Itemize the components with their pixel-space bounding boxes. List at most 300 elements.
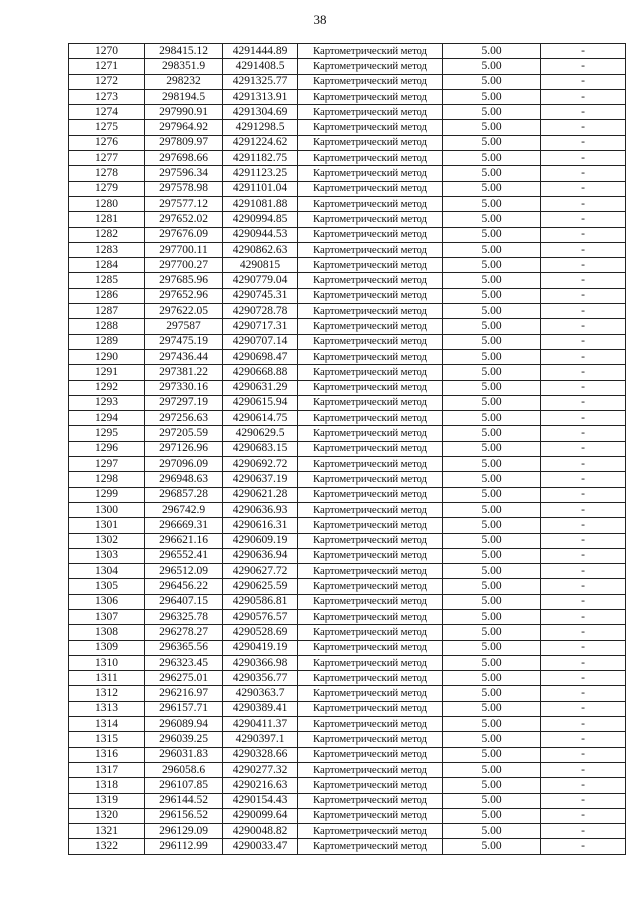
y-coordinate-cell: 4290616.31 bbox=[223, 518, 298, 533]
y-coordinate-cell: 4290625.59 bbox=[223, 579, 298, 594]
x-coordinate-cell: 297475.19 bbox=[145, 334, 223, 349]
x-coordinate-cell: 297596.34 bbox=[145, 166, 223, 181]
method-cell: Картометрический метод bbox=[298, 824, 443, 839]
x-coordinate-cell: 296157.71 bbox=[145, 701, 223, 716]
x-coordinate-cell: 296129.09 bbox=[145, 824, 223, 839]
note-cell: - bbox=[541, 717, 626, 732]
y-coordinate-cell: 4290216.63 bbox=[223, 778, 298, 793]
table-row bbox=[69, 472, 626, 487]
point-number-cell: 1321 bbox=[69, 824, 145, 839]
point-number-cell: 1293 bbox=[69, 395, 145, 410]
y-coordinate-cell: 4290033.47 bbox=[223, 839, 298, 854]
y-coordinate-cell: 4290815 bbox=[223, 258, 298, 273]
table-row bbox=[69, 457, 626, 472]
y-coordinate-cell: 4290668.88 bbox=[223, 365, 298, 380]
table-row bbox=[69, 564, 626, 579]
table-row bbox=[69, 349, 626, 364]
note-cell: - bbox=[541, 227, 626, 242]
table-row bbox=[69, 594, 626, 609]
x-coordinate-cell: 297698.66 bbox=[145, 151, 223, 166]
point-number-cell: 1305 bbox=[69, 579, 145, 594]
method-cell: Картометрический метод bbox=[298, 778, 443, 793]
method-cell: Картометрический метод bbox=[298, 701, 443, 716]
method-cell: Картометрический метод bbox=[298, 288, 443, 303]
point-number-cell: 1273 bbox=[69, 89, 145, 104]
point-number-cell: 1287 bbox=[69, 304, 145, 319]
x-coordinate-cell: 296031.83 bbox=[145, 747, 223, 762]
table-row bbox=[69, 686, 626, 701]
y-coordinate-cell: 4290528.69 bbox=[223, 625, 298, 640]
point-number-cell: 1289 bbox=[69, 334, 145, 349]
y-coordinate-cell: 4290862.63 bbox=[223, 242, 298, 257]
y-coordinate-cell: 4290614.75 bbox=[223, 411, 298, 426]
method-cell: Картометрический метод bbox=[298, 151, 443, 166]
note-cell: - bbox=[541, 518, 626, 533]
accuracy-cell: 5.00 bbox=[443, 793, 541, 808]
point-number-cell: 1295 bbox=[69, 426, 145, 441]
table-row bbox=[69, 319, 626, 334]
accuracy-cell: 5.00 bbox=[443, 533, 541, 548]
x-coordinate-cell: 297622.05 bbox=[145, 304, 223, 319]
method-cell: Картометрический метод bbox=[298, 686, 443, 701]
method-cell: Картометрический метод bbox=[298, 655, 443, 670]
method-cell: Картометрический метод bbox=[298, 181, 443, 196]
x-coordinate-cell: 297381.22 bbox=[145, 365, 223, 380]
point-number-cell: 1284 bbox=[69, 258, 145, 273]
y-coordinate-cell: 4290366.98 bbox=[223, 655, 298, 670]
y-coordinate-cell: 4290728.78 bbox=[223, 304, 298, 319]
y-coordinate-cell: 4290576.57 bbox=[223, 609, 298, 624]
y-coordinate-cell: 4290277.32 bbox=[223, 762, 298, 777]
y-coordinate-cell: 4291081.88 bbox=[223, 196, 298, 211]
note-cell: - bbox=[541, 44, 626, 59]
y-coordinate-cell: 4290636.93 bbox=[223, 502, 298, 517]
note-cell: - bbox=[541, 411, 626, 426]
table-row bbox=[69, 59, 626, 74]
table-row bbox=[69, 105, 626, 120]
note-cell: - bbox=[541, 686, 626, 701]
method-cell: Картометрический метод bbox=[298, 533, 443, 548]
note-cell: - bbox=[541, 640, 626, 655]
table-row bbox=[69, 655, 626, 670]
point-number-cell: 1299 bbox=[69, 487, 145, 502]
x-coordinate-cell: 296621.16 bbox=[145, 533, 223, 548]
table-row bbox=[69, 89, 626, 104]
y-coordinate-cell: 4290099.64 bbox=[223, 808, 298, 823]
x-coordinate-cell: 296456.22 bbox=[145, 579, 223, 594]
note-cell: - bbox=[541, 625, 626, 640]
table-row bbox=[69, 44, 626, 59]
accuracy-cell: 5.00 bbox=[443, 334, 541, 349]
y-coordinate-cell: 4290389.41 bbox=[223, 701, 298, 716]
accuracy-cell: 5.00 bbox=[443, 411, 541, 426]
method-cell: Картометрический метод bbox=[298, 732, 443, 747]
point-number-cell: 1297 bbox=[69, 457, 145, 472]
accuracy-cell: 5.00 bbox=[443, 564, 541, 579]
y-coordinate-cell: 4290629.5 bbox=[223, 426, 298, 441]
accuracy-cell: 5.00 bbox=[443, 227, 541, 242]
method-cell: Картометрический метод bbox=[298, 839, 443, 854]
accuracy-cell: 5.00 bbox=[443, 395, 541, 410]
x-coordinate-cell: 296407.15 bbox=[145, 594, 223, 609]
accuracy-cell: 5.00 bbox=[443, 502, 541, 517]
x-coordinate-cell: 297652.02 bbox=[145, 212, 223, 227]
x-coordinate-cell: 297578.98 bbox=[145, 181, 223, 196]
accuracy-cell: 5.00 bbox=[443, 135, 541, 150]
point-number-cell: 1286 bbox=[69, 288, 145, 303]
point-number-cell: 1296 bbox=[69, 441, 145, 456]
accuracy-cell: 5.00 bbox=[443, 609, 541, 624]
x-coordinate-cell: 296323.45 bbox=[145, 655, 223, 670]
y-coordinate-cell: 4290779.04 bbox=[223, 273, 298, 288]
table-row bbox=[69, 258, 626, 273]
table-row bbox=[69, 426, 626, 441]
x-coordinate-cell: 297809.97 bbox=[145, 135, 223, 150]
accuracy-cell: 5.00 bbox=[443, 839, 541, 854]
y-coordinate-cell: 4290411.37 bbox=[223, 717, 298, 732]
accuracy-cell: 5.00 bbox=[443, 151, 541, 166]
x-coordinate-cell: 296089.94 bbox=[145, 717, 223, 732]
method-cell: Картометрический метод bbox=[298, 120, 443, 135]
method-cell: Картометрический метод bbox=[298, 793, 443, 808]
x-coordinate-cell: 296156.52 bbox=[145, 808, 223, 823]
note-cell: - bbox=[541, 242, 626, 257]
method-cell: Картометрический метод bbox=[298, 426, 443, 441]
method-cell: Картометрический метод bbox=[298, 640, 443, 655]
point-number-cell: 1270 bbox=[69, 44, 145, 59]
x-coordinate-cell: 296365.56 bbox=[145, 640, 223, 655]
y-coordinate-cell: 4290154.43 bbox=[223, 793, 298, 808]
x-coordinate-cell: 298194.5 bbox=[145, 89, 223, 104]
note-cell: - bbox=[541, 579, 626, 594]
accuracy-cell: 5.00 bbox=[443, 426, 541, 441]
point-number-cell: 1315 bbox=[69, 732, 145, 747]
method-cell: Картометрический метод bbox=[298, 762, 443, 777]
y-coordinate-cell: 4290698.47 bbox=[223, 349, 298, 364]
x-coordinate-cell: 297577.12 bbox=[145, 196, 223, 211]
x-coordinate-cell: 297964.92 bbox=[145, 120, 223, 135]
y-coordinate-cell: 4290683.15 bbox=[223, 441, 298, 456]
method-cell: Картометрический метод bbox=[298, 717, 443, 732]
point-number-cell: 1276 bbox=[69, 135, 145, 150]
y-coordinate-cell: 4290745.31 bbox=[223, 288, 298, 303]
x-coordinate-cell: 297990.91 bbox=[145, 105, 223, 120]
method-cell: Картометрический метод bbox=[298, 227, 443, 242]
table-row bbox=[69, 747, 626, 762]
x-coordinate-cell: 296039.25 bbox=[145, 732, 223, 747]
note-cell: - bbox=[541, 105, 626, 120]
table-row bbox=[69, 166, 626, 181]
x-coordinate-cell: 296278.27 bbox=[145, 625, 223, 640]
table-row bbox=[69, 120, 626, 135]
table-row bbox=[69, 533, 626, 548]
point-number-cell: 1307 bbox=[69, 609, 145, 624]
method-cell: Картометрический метод bbox=[298, 44, 443, 59]
y-coordinate-cell: 4290707.14 bbox=[223, 334, 298, 349]
x-coordinate-cell: 296669.31 bbox=[145, 518, 223, 533]
point-number-cell: 1322 bbox=[69, 839, 145, 854]
point-number-cell: 1294 bbox=[69, 411, 145, 426]
method-cell: Картометрический метод bbox=[298, 334, 443, 349]
point-number-cell: 1292 bbox=[69, 380, 145, 395]
point-number-cell: 1283 bbox=[69, 242, 145, 257]
table-row bbox=[69, 227, 626, 242]
accuracy-cell: 5.00 bbox=[443, 640, 541, 655]
table-row bbox=[69, 824, 626, 839]
accuracy-cell: 5.00 bbox=[443, 273, 541, 288]
method-cell: Картометрический метод bbox=[298, 411, 443, 426]
x-coordinate-cell: 297676.09 bbox=[145, 227, 223, 242]
note-cell: - bbox=[541, 472, 626, 487]
note-cell: - bbox=[541, 135, 626, 150]
x-coordinate-cell: 296112.99 bbox=[145, 839, 223, 854]
x-coordinate-cell: 296512.09 bbox=[145, 564, 223, 579]
point-number-cell: 1314 bbox=[69, 717, 145, 732]
table-row bbox=[69, 135, 626, 150]
table-row bbox=[69, 411, 626, 426]
point-number-cell: 1317 bbox=[69, 762, 145, 777]
point-number-cell: 1318 bbox=[69, 778, 145, 793]
accuracy-cell: 5.00 bbox=[443, 671, 541, 686]
x-coordinate-cell: 297700.11 bbox=[145, 242, 223, 257]
x-coordinate-cell: 297126.96 bbox=[145, 441, 223, 456]
table-row bbox=[69, 74, 626, 89]
x-coordinate-cell: 297652.96 bbox=[145, 288, 223, 303]
point-number-cell: 1281 bbox=[69, 212, 145, 227]
accuracy-cell: 5.00 bbox=[443, 120, 541, 135]
table-row bbox=[69, 701, 626, 716]
accuracy-cell: 5.00 bbox=[443, 548, 541, 563]
table-row bbox=[69, 181, 626, 196]
method-cell: Картометрический метод bbox=[298, 747, 443, 762]
x-coordinate-cell: 296857.28 bbox=[145, 487, 223, 502]
y-coordinate-cell: 4290944.53 bbox=[223, 227, 298, 242]
method-cell: Картометрический метод bbox=[298, 564, 443, 579]
accuracy-cell: 5.00 bbox=[443, 242, 541, 257]
x-coordinate-cell: 297685.96 bbox=[145, 273, 223, 288]
x-coordinate-cell: 296325.78 bbox=[145, 609, 223, 624]
x-coordinate-cell: 296107.85 bbox=[145, 778, 223, 793]
note-cell: - bbox=[541, 380, 626, 395]
point-number-cell: 1304 bbox=[69, 564, 145, 579]
x-coordinate-cell: 296552.41 bbox=[145, 548, 223, 563]
note-cell: - bbox=[541, 273, 626, 288]
point-number-cell: 1320 bbox=[69, 808, 145, 823]
table-row bbox=[69, 502, 626, 517]
x-coordinate-cell: 296742.9 bbox=[145, 502, 223, 517]
method-cell: Картометрический метод bbox=[298, 365, 443, 380]
x-coordinate-cell: 297436.44 bbox=[145, 349, 223, 364]
note-cell: - bbox=[541, 747, 626, 762]
y-coordinate-cell: 4290328.66 bbox=[223, 747, 298, 762]
method-cell: Картометрический метод bbox=[298, 105, 443, 120]
note-cell: - bbox=[541, 594, 626, 609]
x-coordinate-cell: 297096.09 bbox=[145, 457, 223, 472]
y-coordinate-cell: 4290356.77 bbox=[223, 671, 298, 686]
y-coordinate-cell: 4291182.75 bbox=[223, 151, 298, 166]
note-cell: - bbox=[541, 778, 626, 793]
method-cell: Картометрический метод bbox=[298, 671, 443, 686]
method-cell: Картометрический метод bbox=[298, 349, 443, 364]
accuracy-cell: 5.00 bbox=[443, 472, 541, 487]
note-cell: - bbox=[541, 793, 626, 808]
coordinates-table-body bbox=[69, 44, 626, 855]
accuracy-cell: 5.00 bbox=[443, 655, 541, 670]
note-cell: - bbox=[541, 457, 626, 472]
method-cell: Картометрический метод bbox=[298, 380, 443, 395]
accuracy-cell: 5.00 bbox=[443, 304, 541, 319]
point-number-cell: 1277 bbox=[69, 151, 145, 166]
table-row bbox=[69, 778, 626, 793]
note-cell: - bbox=[541, 319, 626, 334]
note-cell: - bbox=[541, 181, 626, 196]
accuracy-cell: 5.00 bbox=[443, 518, 541, 533]
x-coordinate-cell: 298232 bbox=[145, 74, 223, 89]
y-coordinate-cell: 4291444.89 bbox=[223, 44, 298, 59]
page-number: 38 bbox=[313, 12, 327, 27]
method-cell: Картометрический метод bbox=[298, 502, 443, 517]
table-row bbox=[69, 793, 626, 808]
accuracy-cell: 5.00 bbox=[443, 44, 541, 59]
x-coordinate-cell: 296058.6 bbox=[145, 762, 223, 777]
note-cell: - bbox=[541, 365, 626, 380]
method-cell: Картометрический метод bbox=[298, 487, 443, 502]
accuracy-cell: 5.00 bbox=[443, 181, 541, 196]
point-number-cell: 1308 bbox=[69, 625, 145, 640]
accuracy-cell: 5.00 bbox=[443, 212, 541, 227]
method-cell: Картометрический метод bbox=[298, 74, 443, 89]
table-row bbox=[69, 518, 626, 533]
note-cell: - bbox=[541, 609, 626, 624]
accuracy-cell: 5.00 bbox=[443, 808, 541, 823]
point-number-cell: 1290 bbox=[69, 349, 145, 364]
table-row bbox=[69, 151, 626, 166]
accuracy-cell: 5.00 bbox=[443, 487, 541, 502]
table-row bbox=[69, 487, 626, 502]
accuracy-cell: 5.00 bbox=[443, 594, 541, 609]
y-coordinate-cell: 4291408.5 bbox=[223, 59, 298, 74]
accuracy-cell: 5.00 bbox=[443, 196, 541, 211]
x-coordinate-cell: 297205.59 bbox=[145, 426, 223, 441]
x-coordinate-cell: 296216.97 bbox=[145, 686, 223, 701]
point-number-cell: 1291 bbox=[69, 365, 145, 380]
accuracy-cell: 5.00 bbox=[443, 441, 541, 456]
y-coordinate-cell: 4291101.04 bbox=[223, 181, 298, 196]
note-cell: - bbox=[541, 502, 626, 517]
accuracy-cell: 5.00 bbox=[443, 380, 541, 395]
x-coordinate-cell: 297330.16 bbox=[145, 380, 223, 395]
accuracy-cell: 5.00 bbox=[443, 747, 541, 762]
method-cell: Картометрический метод bbox=[298, 212, 443, 227]
table-row bbox=[69, 762, 626, 777]
y-coordinate-cell: 4290994.85 bbox=[223, 212, 298, 227]
accuracy-cell: 5.00 bbox=[443, 778, 541, 793]
point-number-cell: 1309 bbox=[69, 640, 145, 655]
note-cell: - bbox=[541, 671, 626, 686]
y-coordinate-cell: 4290631.29 bbox=[223, 380, 298, 395]
table-row bbox=[69, 288, 626, 303]
accuracy-cell: 5.00 bbox=[443, 457, 541, 472]
y-coordinate-cell: 4290363.7 bbox=[223, 686, 298, 701]
point-number-cell: 1274 bbox=[69, 105, 145, 120]
table-row bbox=[69, 640, 626, 655]
point-number-cell: 1272 bbox=[69, 74, 145, 89]
method-cell: Картометрический метод bbox=[298, 625, 443, 640]
point-number-cell: 1275 bbox=[69, 120, 145, 135]
x-coordinate-cell: 296144.52 bbox=[145, 793, 223, 808]
accuracy-cell: 5.00 bbox=[443, 166, 541, 181]
note-cell: - bbox=[541, 808, 626, 823]
method-cell: Картометрический метод bbox=[298, 89, 443, 104]
point-number-cell: 1298 bbox=[69, 472, 145, 487]
note-cell: - bbox=[541, 288, 626, 303]
y-coordinate-cell: 4290692.72 bbox=[223, 457, 298, 472]
table-row bbox=[69, 365, 626, 380]
note-cell: - bbox=[541, 548, 626, 563]
method-cell: Картометрический метод bbox=[298, 304, 443, 319]
accuracy-cell: 5.00 bbox=[443, 732, 541, 747]
y-coordinate-cell: 4290717.31 bbox=[223, 319, 298, 334]
table-row bbox=[69, 548, 626, 563]
method-cell: Картометрический метод bbox=[298, 395, 443, 410]
table-row bbox=[69, 212, 626, 227]
coordinates-table bbox=[68, 43, 626, 855]
x-coordinate-cell: 297587 bbox=[145, 319, 223, 334]
method-cell: Картометрический метод bbox=[298, 472, 443, 487]
y-coordinate-cell: 4290397.1 bbox=[223, 732, 298, 747]
note-cell: - bbox=[541, 762, 626, 777]
accuracy-cell: 5.00 bbox=[443, 701, 541, 716]
note-cell: - bbox=[541, 196, 626, 211]
note-cell: - bbox=[541, 824, 626, 839]
method-cell: Картометрический метод bbox=[298, 166, 443, 181]
method-cell: Картометрический метод bbox=[298, 258, 443, 273]
x-coordinate-cell: 298415.12 bbox=[145, 44, 223, 59]
table-row bbox=[69, 579, 626, 594]
point-number-cell: 1303 bbox=[69, 548, 145, 563]
method-cell: Картометрический метод bbox=[298, 457, 443, 472]
note-cell: - bbox=[541, 258, 626, 273]
method-cell: Картометрический метод bbox=[298, 594, 443, 609]
point-number-cell: 1302 bbox=[69, 533, 145, 548]
method-cell: Картометрический метод bbox=[298, 808, 443, 823]
point-number-cell: 1288 bbox=[69, 319, 145, 334]
x-coordinate-cell: 296275.01 bbox=[145, 671, 223, 686]
table-row bbox=[69, 732, 626, 747]
table-row bbox=[69, 625, 626, 640]
note-cell: - bbox=[541, 395, 626, 410]
accuracy-cell: 5.00 bbox=[443, 258, 541, 273]
table-row bbox=[69, 242, 626, 257]
note-cell: - bbox=[541, 74, 626, 89]
accuracy-cell: 5.00 bbox=[443, 105, 541, 120]
point-number-cell: 1311 bbox=[69, 671, 145, 686]
method-cell: Картометрический метод bbox=[298, 319, 443, 334]
point-number-cell: 1316 bbox=[69, 747, 145, 762]
method-cell: Картометрический метод bbox=[298, 579, 443, 594]
accuracy-cell: 5.00 bbox=[443, 579, 541, 594]
table-row bbox=[69, 609, 626, 624]
accuracy-cell: 5.00 bbox=[443, 74, 541, 89]
note-cell: - bbox=[541, 120, 626, 135]
y-coordinate-cell: 4291304.69 bbox=[223, 105, 298, 120]
y-coordinate-cell: 4290615.94 bbox=[223, 395, 298, 410]
point-number-cell: 1313 bbox=[69, 701, 145, 716]
accuracy-cell: 5.00 bbox=[443, 89, 541, 104]
x-coordinate-cell: 296948.63 bbox=[145, 472, 223, 487]
method-cell: Картометрический метод bbox=[298, 135, 443, 150]
note-cell: - bbox=[541, 89, 626, 104]
